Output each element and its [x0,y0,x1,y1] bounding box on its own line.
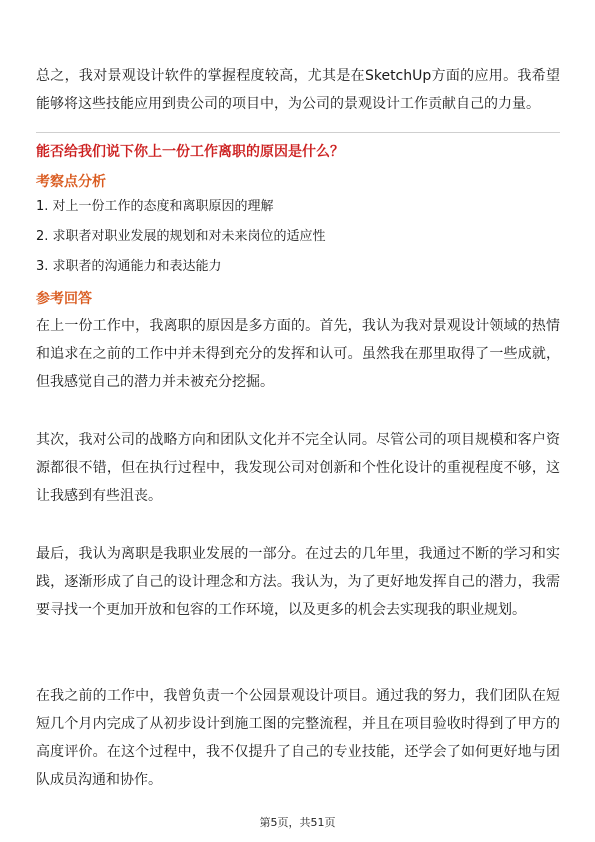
answer-label-block [36,289,560,309]
section-divider [36,132,560,133]
answer-paragraph: 最后，我认为离职是我职业发展的一部分。在过去的几年里，我通过不断的学习和实践，逐渐形成了自己的设计理念和方法。我认为，为了更好地发挥自己的潜力，我需要寻找一个更加开放和包容的工作环境，以及更多的机会去实现我的职业规划。 [36,546,560,618]
answer-label: 参考回答 [36,291,92,307]
question-block [36,142,560,162]
answer-paragraph-4 [36,682,560,794]
answer-paragraph: 在上一份工作中，我离职的原因是多方面的。首先，我认为我对景观设计领域的热情和追求在之前的工作中并未得到充分的发挥和认可。虽然我在那里取得了一些成就，但我感觉自己的潜力并未被充分挖掘。 [36,318,560,390]
analysis-label: 考察点分析 [36,174,106,190]
answer-paragraph-1 [36,312,560,396]
analysis-block [36,172,560,192]
analysis-list [36,197,560,277]
intro-block [36,62,560,118]
answer-paragraph-3 [36,540,560,624]
intro-paragraph: 总之，我对景观设计软件的掌握程度较高，尤其是在SketchUp方面的应用。我希望能够将这些技能应用到贵公司的项目中，为公司的景观设计工作贡献自己的力量。 [36,68,560,112]
analysis-item: 1. 对上一份工作的态度和离职原因的理解 [36,199,274,214]
analysis-item: 2. 求职者对职业发展的规划和对未来岗位的适应性 [36,229,326,244]
page-number: 第5页，共51页 [259,816,336,829]
answer-paragraph: 其次，我对公司的战略方向和团队文化并不完全认同。尽管公司的项目规模和客户资源都很不错，但在执行过程中，我发现公司对创新和个性化设计的重视程度不够，这让我感到有些沮丧。 [36,432,560,504]
question-title: 能否给我们说下你上一份工作离职的原因是什么？ [36,144,344,160]
answer-paragraph: 在我之前的工作中，我曾负责一个公园景观设计项目。通过我的努力，我们团队在短短几个月内完成了从初步设计到施工图的完整流程，并且在项目验收时得到了甲方的高度评价。在这个过程中，我不仅提升了自己的专业技能，还学会了如何更好地与团队成员沟通和协作。 [36,688,560,788]
analysis-item: 3. 求职者的沟通能力和表达能力 [36,259,222,274]
answer-paragraph-2 [36,426,560,510]
